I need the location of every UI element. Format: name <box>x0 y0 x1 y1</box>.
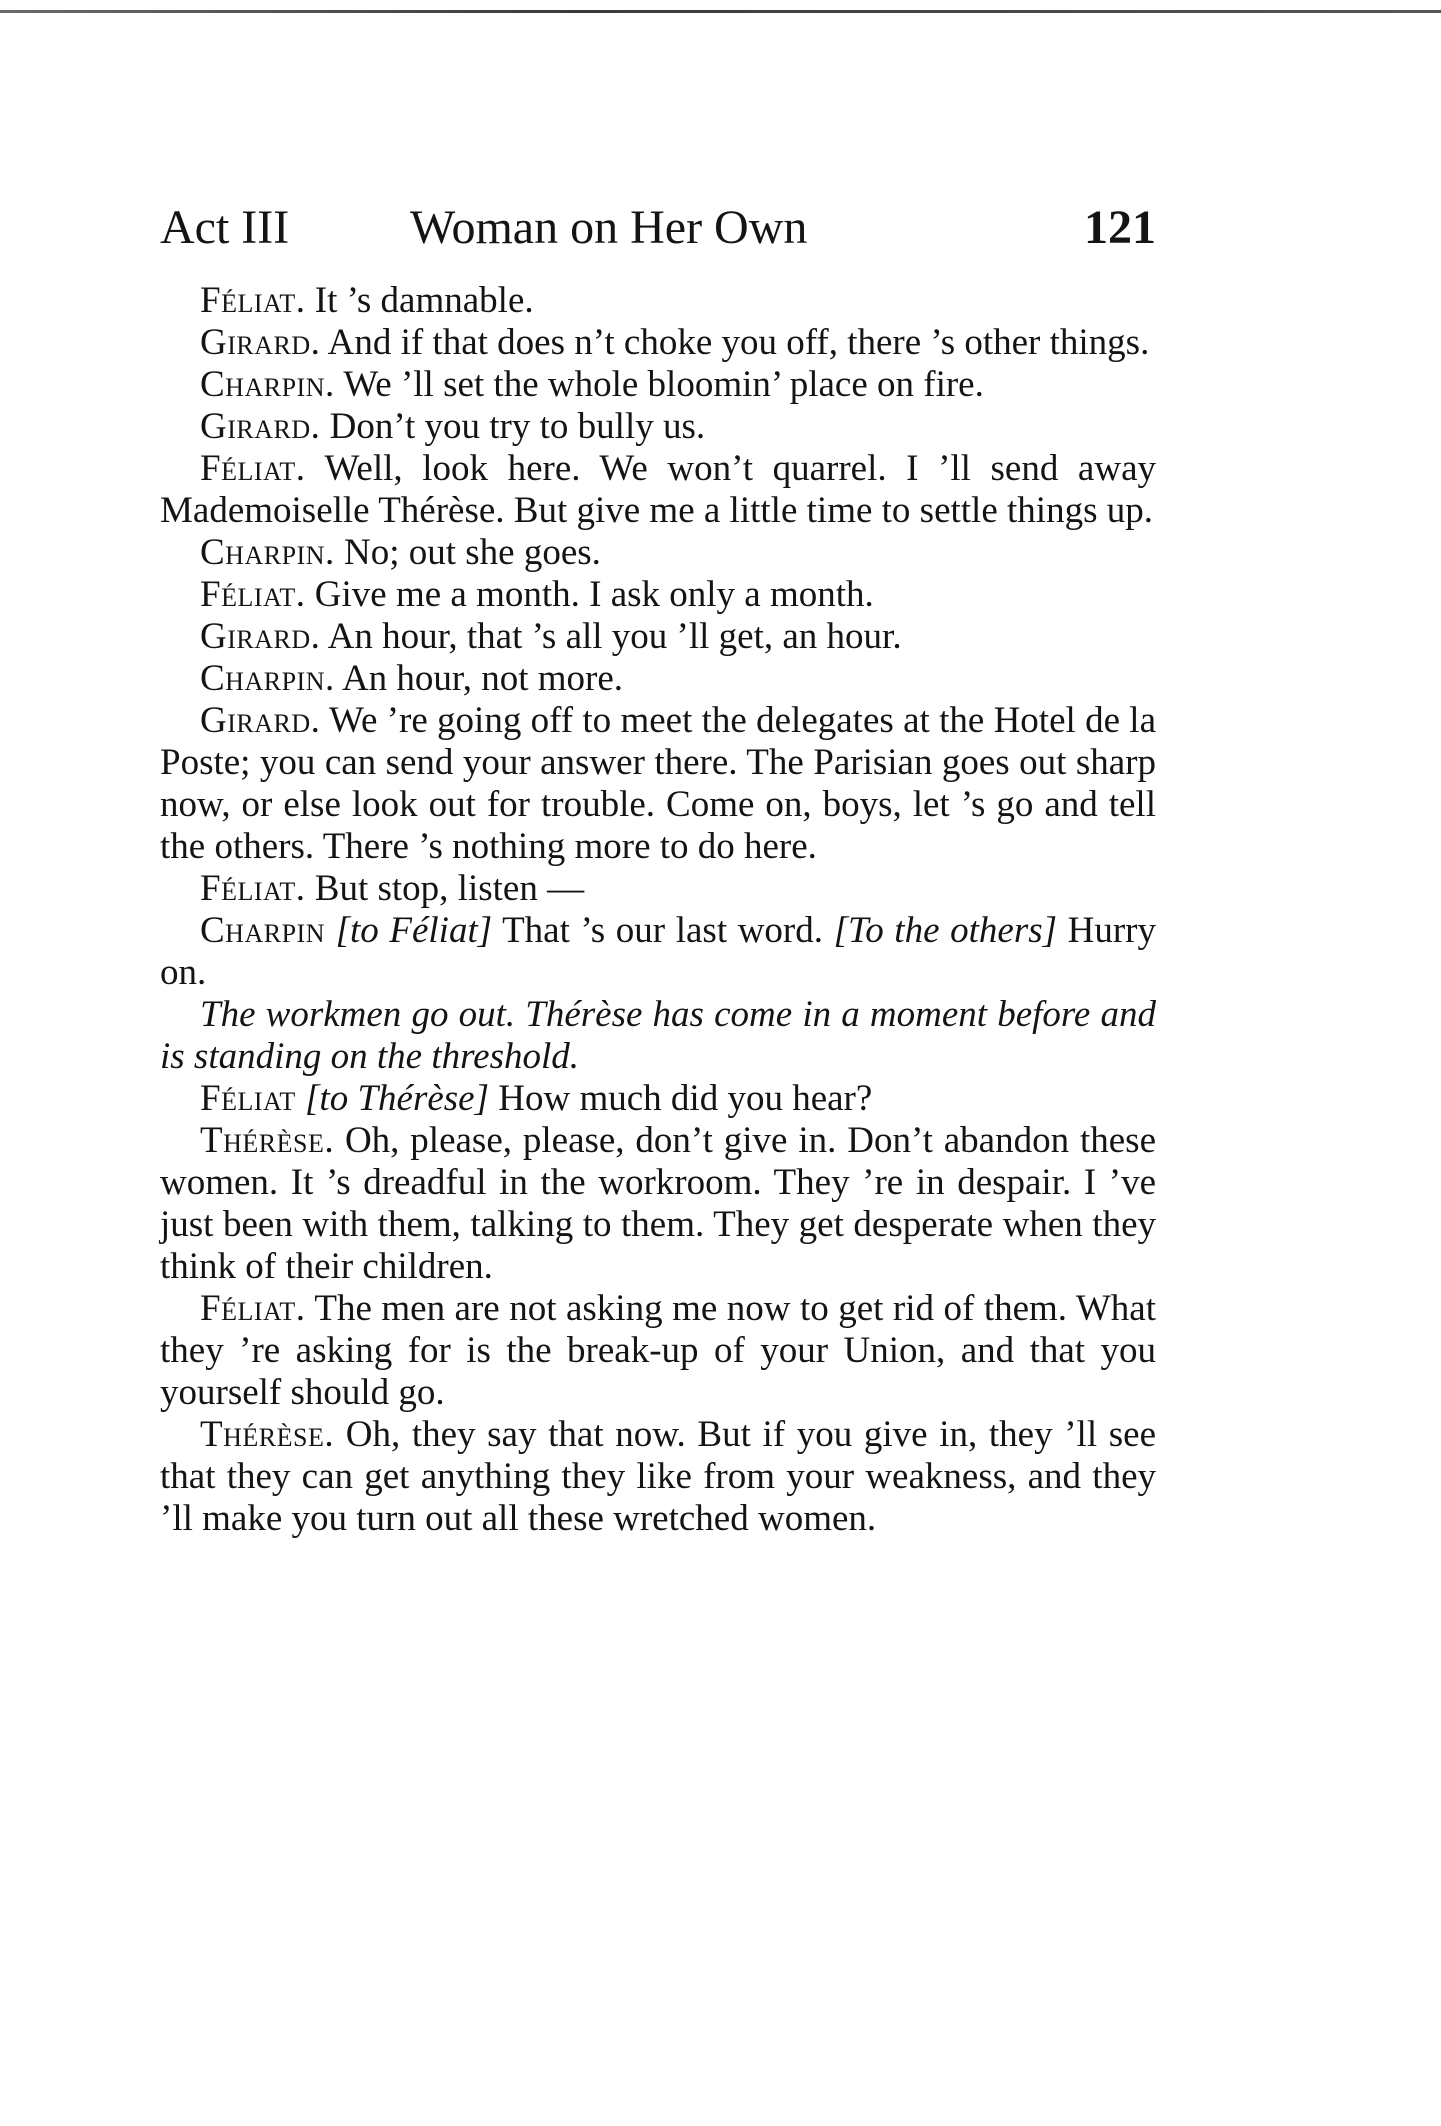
dialogue-line <box>160 364 1156 406</box>
speaker-name: Féliat. <box>200 448 306 489</box>
dialogue-line <box>160 448 1156 532</box>
line-text: An hour, not more. <box>341 658 624 699</box>
line-text: We ’re going off to meet the delegates at the Hotel de la Poste; you can send your answer there. The Parisian goes out sharp now, or else look out for trouble. Come on, boys, let ’s go and tell the others. There ’s nothing more to do here. <box>160 700 1156 867</box>
line-text: The men are not asking me now to get rid of them. What they ’re asking for is the break-up of your Union, and that you yourself should go. <box>160 1288 1156 1413</box>
speaker-name: Girard. <box>200 322 321 363</box>
line-text: No; out she goes. <box>343 532 601 573</box>
speaker-name: Thérèse. <box>200 1120 335 1161</box>
stage-direction: The workmen go out. Thérèse has come in a moment before and is standing on the threshold. <box>160 994 1156 1077</box>
dialogue-line <box>160 280 1156 322</box>
dialogue-line <box>160 658 1156 700</box>
speaker-name: Charpin. <box>200 364 335 405</box>
line-text: Hurry on. <box>160 910 1156 993</box>
dialogue-line <box>160 1078 1156 1120</box>
speaker-name: Féliat. <box>200 868 306 909</box>
speaker-name: Féliat. <box>200 280 306 321</box>
line-text: How much did you hear? <box>489 1078 873 1119</box>
line-text: Don’t you try to bully us. <box>329 406 706 447</box>
line-text: An hour, that ’s all you ’ll get, an hour. <box>327 616 902 657</box>
dialogue-line <box>160 1414 1156 1540</box>
speaker-name: Thérèse. <box>200 1414 335 1455</box>
line-text: Well, look here. We won’t quarrel. I ’ll send away Mademoiselle Thérèse. But give me a little time to settle things up. <box>160 448 1157 531</box>
book-page <box>160 200 1156 1540</box>
dialogue-line <box>160 910 1156 994</box>
stage-aside: [to Féliat] <box>335 910 493 951</box>
line-text: Oh, they say that now. But if you give in, they ’ll see that they can get anything they like from your weakness, and they ’ll make you turn out all these wretched women. <box>160 1414 1156 1539</box>
top-edge-rule <box>0 10 1441 13</box>
dialogue-line <box>160 406 1156 448</box>
stage-aside: [to Thérèse] <box>305 1078 490 1119</box>
line-text: But stop, listen — <box>314 868 585 909</box>
speaker-name: Féliat <box>200 1078 296 1119</box>
line-text: That ’s our last word. <box>492 910 834 951</box>
dialogue-line <box>160 1120 1156 1288</box>
dialogue-line <box>160 322 1156 364</box>
speaker-name: Charpin. <box>200 532 335 573</box>
speaker-name: Girard. <box>200 616 321 657</box>
speaker-name: Féliat. <box>200 1288 306 1329</box>
line-text: We ’ll set the whole bloomin’ place on fire. <box>343 364 984 405</box>
speaker-name: Charpin. <box>200 658 335 699</box>
dialogue-line <box>160 1288 1156 1414</box>
dialogue-body <box>160 280 1156 1540</box>
act-label: Act III <box>160 201 290 254</box>
line-text: And if that does n’t choke you off, there ’s other things. <box>327 322 1150 363</box>
page-number: 121 <box>1084 201 1156 254</box>
speaker-name: Girard. <box>200 406 321 447</box>
line-text: It ’s damnable. <box>314 280 534 321</box>
running-title: Woman on Her Own <box>410 201 808 254</box>
dialogue-line <box>160 574 1156 616</box>
speaker-name: Girard. <box>200 700 321 741</box>
line-text: Oh, please, please, don’t give in. Don’t abandon these women. It ’s dreadful in the workroom. They ’re in despair. I ’ve just been with them, talking to them. They get desperate when they think of their children. <box>160 1120 1156 1287</box>
dialogue-line <box>160 868 1156 910</box>
speaker-name: Féliat. <box>200 574 306 615</box>
running-head <box>160 200 1156 256</box>
dialogue-line <box>160 616 1156 658</box>
dialogue-line <box>160 700 1156 868</box>
speaker-name: Charpin <box>200 910 325 951</box>
dialogue-line <box>160 532 1156 574</box>
line-text: Give me a month. I ask only a month. <box>314 574 874 615</box>
stage-aside: [To the others] <box>833 910 1058 951</box>
